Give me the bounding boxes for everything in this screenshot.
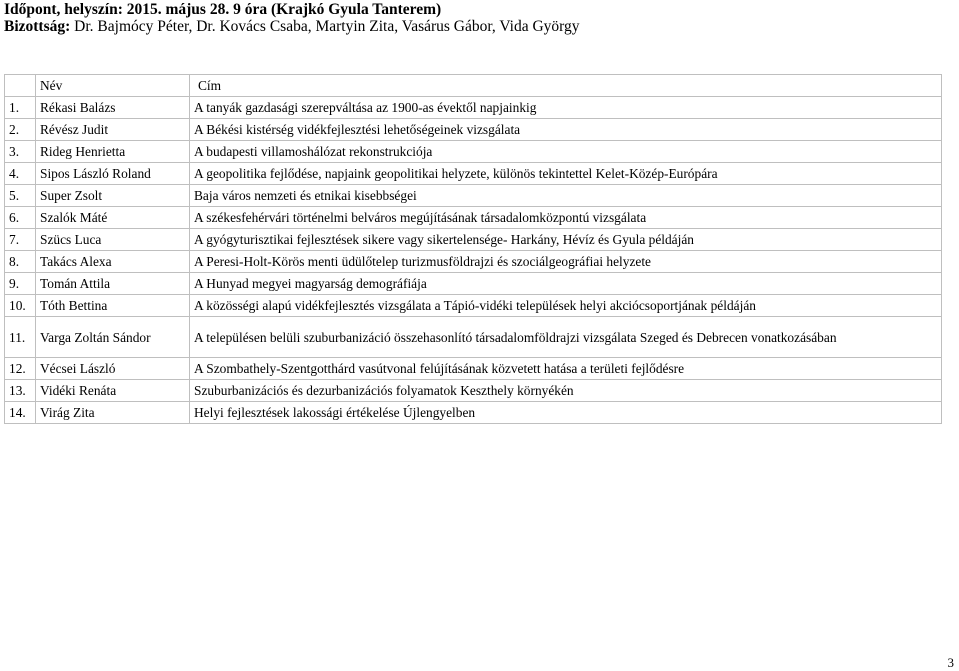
number-column-header: [5, 75, 36, 97]
thesis-title: A közösségi alapú vidékfejlesztés vizsgálata a Tápió-vidéki települések helyi akciócsoportjának példáján: [190, 295, 942, 317]
table-row: [5, 402, 942, 424]
thesis-title: A gyógyturisztikai fejlesztések sikere vagy sikertelensége- Harkány, Hévíz és Gyula példáján: [190, 229, 942, 251]
table-row: [5, 380, 942, 402]
student-name: Tóth Bettina: [36, 295, 190, 317]
table-row: [5, 185, 942, 207]
student-name: Virág Zita: [36, 402, 190, 424]
committee-members: Dr. Bajmócy Péter, Dr. Kovács Csaba, Martyin Zita, Vasárus Gábor, Vida György: [70, 18, 580, 35]
row-number: 10.: [5, 295, 36, 317]
table-row: [5, 295, 942, 317]
row-number: 4.: [5, 163, 36, 185]
row-number: 3.: [5, 141, 36, 163]
student-name: Révész Judit: [36, 119, 190, 141]
thesis-title: A geopolitika fejlődése, napjaink geopolitikai helyzete, különös tekintettel Kelet-Közép-Európára: [190, 163, 942, 185]
thesis-title: A Békési kistérség vidékfejlesztési lehetőségeinek vizsgálata: [190, 119, 942, 141]
student-name: Super Zsolt: [36, 185, 190, 207]
thesis-title: A budapesti villamoshálózat rekonstrukciója: [190, 141, 942, 163]
table-row: [5, 163, 942, 185]
theses-table: [4, 74, 942, 424]
title-column-header: Cím: [190, 75, 942, 97]
committee-label: Bizottság:: [4, 18, 71, 35]
student-name: Varga Zoltán Sándor: [36, 317, 190, 358]
row-number: 5.: [5, 185, 36, 207]
row-number: 12.: [5, 358, 36, 380]
row-number: 1.: [5, 97, 36, 119]
thesis-title: Szuburbanizációs és dezurbanizációs folyamatok Keszthely környékén: [190, 380, 942, 402]
row-number: 13.: [5, 380, 36, 402]
row-number: 9.: [5, 273, 36, 295]
thesis-title: A székesfehérvári történelmi belváros megújításának társadalomközpontú vizsgálata: [190, 207, 942, 229]
table-row: [5, 229, 942, 251]
table-row: [5, 317, 942, 358]
table-header-row: [5, 75, 942, 97]
student-name: Szücs Luca: [36, 229, 190, 251]
thesis-title: Baja város nemzeti és etnikai kisebbségei: [190, 185, 942, 207]
student-name: Rékasi Balázs: [36, 97, 190, 119]
table-row: [5, 358, 942, 380]
name-column-header: Név: [36, 75, 190, 97]
table-row: [5, 97, 942, 119]
row-number: 8.: [5, 251, 36, 273]
thesis-title: A Szombathely-Szentgotthárd vasútvonal felújításának közvetett hatása a területi fejlődésre: [190, 358, 942, 380]
page-number: 3: [947, 655, 954, 670]
row-number: 6.: [5, 207, 36, 229]
committee-line: [4, 18, 580, 36]
thesis-title: A Peresi-Holt-Körös menti üdülőtelep turizmusföldrajzi és szociálgeográfiai helyzete: [190, 251, 942, 273]
thesis-title: A tanyák gazdasági szerepváltása az 1900-as évektől napjainkig: [190, 97, 942, 119]
row-number: 14.: [5, 402, 36, 424]
student-name: Tomán Attila: [36, 273, 190, 295]
student-name: Takács Alexa: [36, 251, 190, 273]
thesis-title: Helyi fejlesztések lakossági értékelése Újlengyelben: [190, 402, 942, 424]
table-row: [5, 273, 942, 295]
table-row: [5, 251, 942, 273]
student-name: Rideg Henrietta: [36, 141, 190, 163]
student-name: Vidéki Renáta: [36, 380, 190, 402]
table-row: [5, 119, 942, 141]
student-name: Sipos László Roland: [36, 163, 190, 185]
thesis-title: A településen belüli szuburbanizáció összehasonlító társadalomföldrajzi vizsgálata Szeged és Debrecen vonatkozásában: [190, 317, 942, 358]
thesis-title: A Hunyad megyei magyarság demográfiája: [190, 273, 942, 295]
student-name: Vécsei László: [36, 358, 190, 380]
table-row: [5, 141, 942, 163]
session-info: Időpont, helyszín: 2015. május 28. 9 óra (Krajkó Gyula Tanterem): [4, 1, 442, 18]
row-number: 11.: [5, 317, 36, 358]
table-row: [5, 207, 942, 229]
student-name: Szalók Máté: [36, 207, 190, 229]
row-number: 7.: [5, 229, 36, 251]
row-number: 2.: [5, 119, 36, 141]
